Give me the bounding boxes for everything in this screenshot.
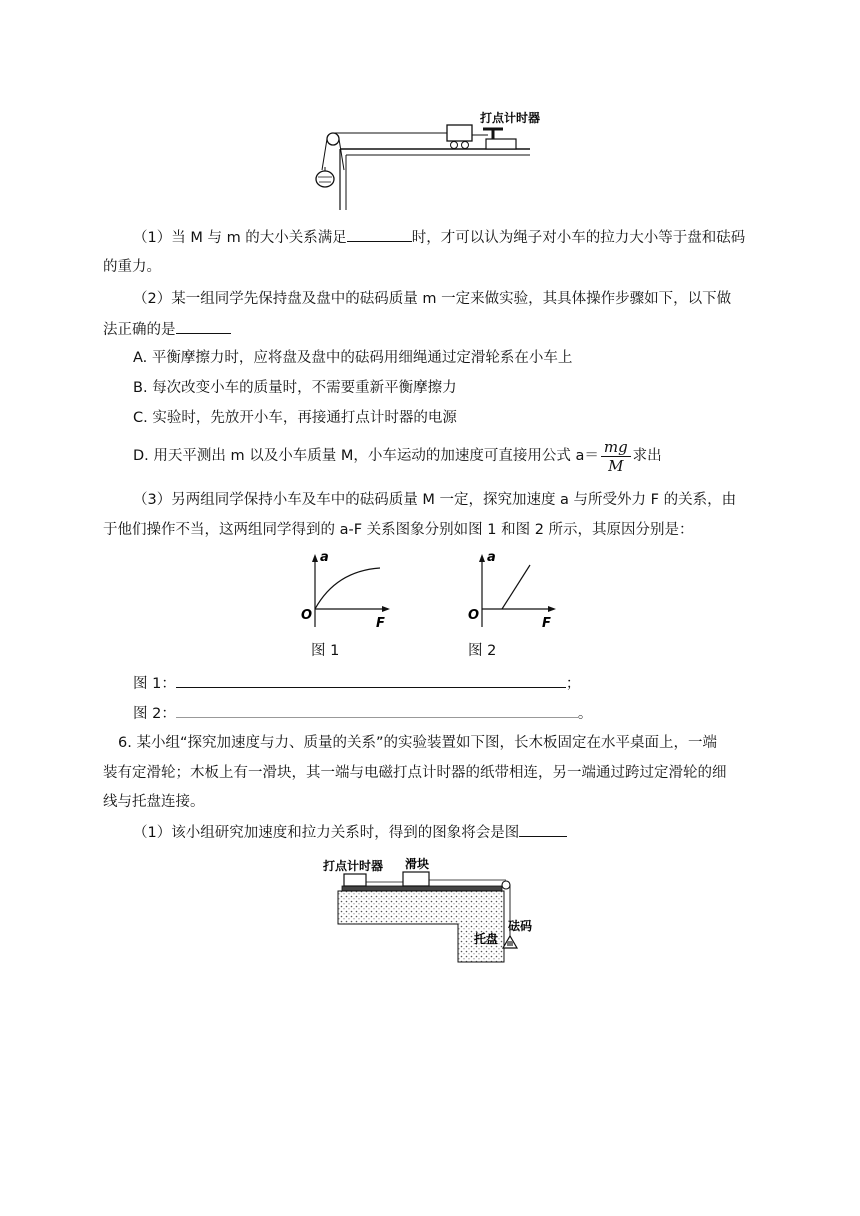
answer-line-2: 图 2： 。 xyxy=(133,703,592,724)
q5-part1: （1）当 M 与 m 的大小关系满足 时，才可以认为绳子对小车的拉力大小等于盘和砝码 xyxy=(133,227,745,248)
figure-2-caption: 图 2 xyxy=(468,643,497,659)
table xyxy=(338,891,504,962)
axis-label-f: F xyxy=(376,616,385,631)
timer-label: 打点计时器 xyxy=(480,111,541,125)
origin-label: O xyxy=(468,608,480,623)
weight-label: 砝码 xyxy=(508,919,533,933)
axis-label-a: a xyxy=(320,550,329,565)
formula-fraction: $\frac{mg}{M}$ xyxy=(601,438,631,475)
q5-part2: （2）某一组同学先保持盘及盘中的砝码质量 m 一定来做实验，其具体操作步骤如下，以下做 xyxy=(133,291,732,307)
timer-label: 打点计时器 xyxy=(323,859,384,873)
axis-label-f: F xyxy=(542,616,551,631)
q5-part3: （3）另两组同学保持小车及车中的砝码质量 M 一定，探究加速度 a 与所受外力 F 的关系，由 xyxy=(133,492,737,508)
q6-part1: （1）该小组研究加速度和拉力关系时，得到的图象将会是图 xyxy=(133,822,567,843)
origin-label: O xyxy=(301,608,313,623)
answer-blank-fig1[interactable] xyxy=(176,673,566,688)
q6-intro-line3: 线与托盘连接。 xyxy=(103,794,205,810)
pulley-icon xyxy=(502,881,510,889)
answer-blank-2[interactable] xyxy=(176,319,231,334)
option-b: B. 每次改变小车的质量时，不需要重新平衡摩擦力 xyxy=(133,380,457,396)
q5-part2-cont: 法正确的是 xyxy=(103,319,231,340)
timer-icon xyxy=(344,874,366,886)
answer-blank-q6[interactable] xyxy=(519,822,567,837)
pulley-icon xyxy=(327,133,339,145)
figure-1-caption: 图 1 xyxy=(311,643,340,659)
q5-part3-cont: 于他们操作不当，这两组同学得到的 a-F 关系图象分别如图 1 和图 2 所示，其原因分别是： xyxy=(103,522,694,538)
q6-intro-line2: 装有定滑轮；木板上有一滑块，其一端与电磁打点计时器的纸带相连，另一端通过跨过定滑轮的细 xyxy=(103,765,727,781)
hanging-weight-icon xyxy=(316,171,334,187)
answer-line-1: 图 1： ； xyxy=(133,673,580,694)
slider-label: 滑块 xyxy=(405,857,430,871)
long-board xyxy=(342,886,502,891)
option-a: A. 平衡摩擦力时，应将盘及盘中的砝码用细绳通过定滑轮系在小车上 xyxy=(133,350,573,366)
q6-intro-line1: 6. 某小组“探究加速度与力、质量的关系”的实验装置如下图，长木板固定在水平桌面上，一端 xyxy=(118,735,717,751)
option-c: C. 实验时，先放开小车，再接通打点计时器的电源 xyxy=(133,410,457,426)
apparatus-figure-bottom xyxy=(320,850,550,970)
cart-icon xyxy=(447,125,472,141)
answer-blank-1[interactable] xyxy=(347,227,412,242)
line-graph-2 xyxy=(502,565,530,609)
tray-label: 托盘 xyxy=(474,932,499,946)
graph-1 xyxy=(296,545,396,635)
apparatus-figure-top xyxy=(300,105,550,215)
timer-icon xyxy=(483,129,503,139)
graph-2 xyxy=(462,545,562,635)
answer-blank-fig2[interactable] xyxy=(176,703,578,718)
slider-icon xyxy=(403,872,429,886)
option-d: D. 用天平测出 m 以及小车质量 M，小车运动的加速度可直接用公式 a＝ $\frac{mg}{M}$ 求出 xyxy=(133,437,662,475)
axis-label-a: a xyxy=(487,550,496,565)
q5-part1-cont: 的重力。 xyxy=(103,259,161,275)
curve-graph-1 xyxy=(315,568,380,609)
